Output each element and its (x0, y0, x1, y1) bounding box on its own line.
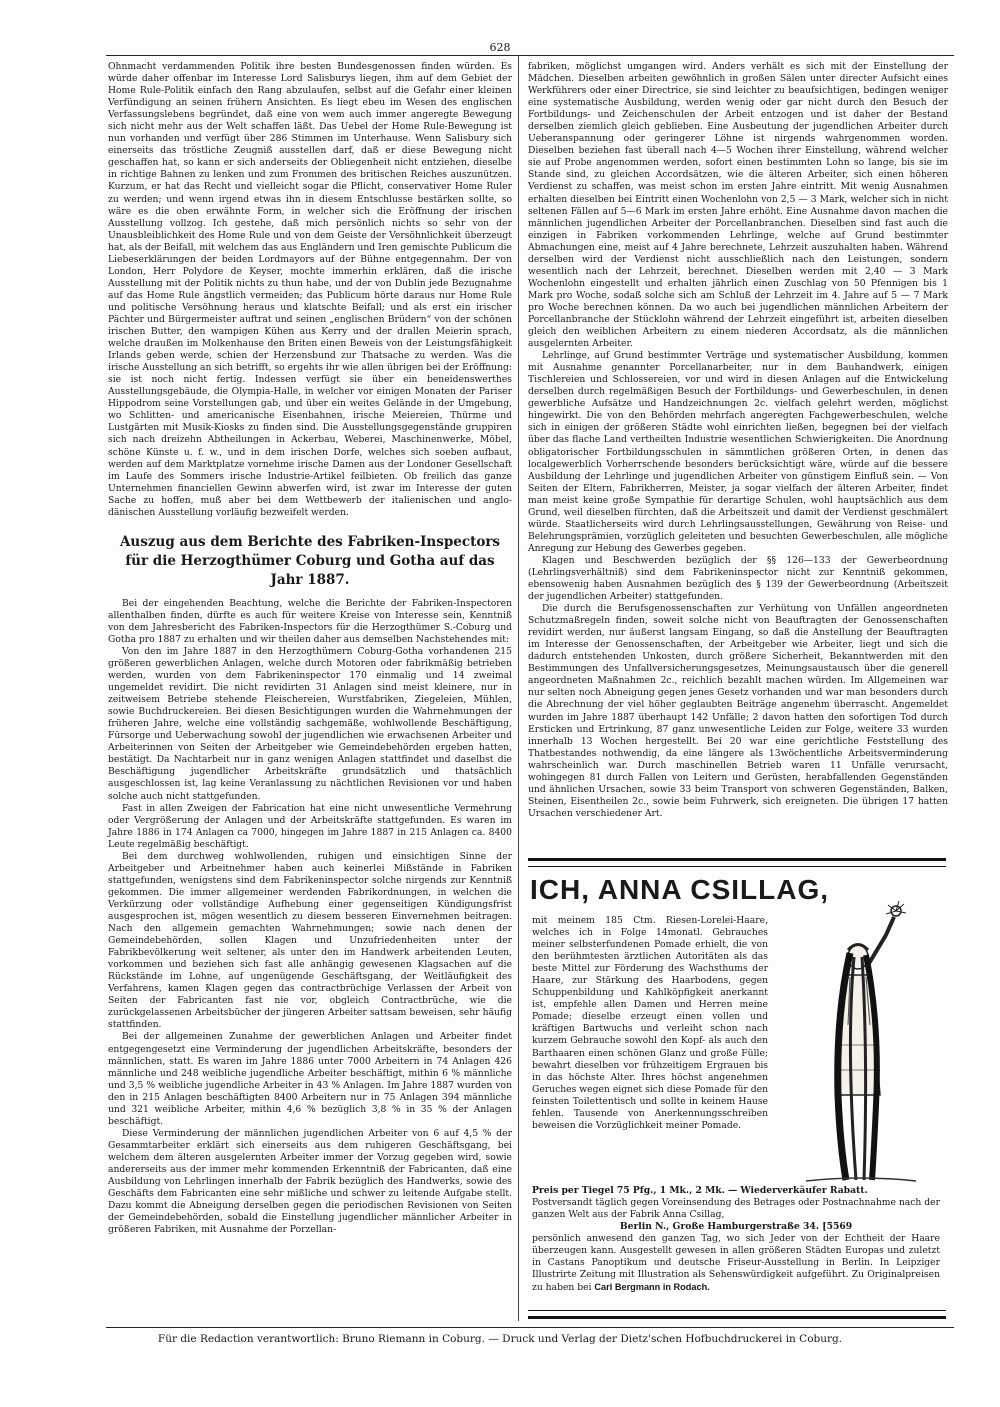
ad-address (532, 1221, 940, 1233)
ad-shipping-text: Postversandt täglich gegen Voreinsendung des Betrages oder Postnachnahme nach der ganzen Welt aus der Fabrik Anna Csillag, (532, 1197, 940, 1221)
article-paragraph: Bei der allgemeinen Zunahme der gewerblichen Anlagen und Arbeiter findet entgegengesetzt eine Verminderung der jugendlichen Arbeitskräfte, besonders der männlichen, statt. Es waren im Jahre 1886 unter 7000 Arbeitern in 74 Anlagen 426 männliche und 248 weibliche jugendliche Arbeiter beschäftigt, mithin 6 % männliche und 3,5 % weibliche jugendliche Arbeiter in 43 % Anlagen. Im Jahre 1887 wurden von den in 215 Anlagen beschäftigten 8400 Arbeitern nur in 75 Anlagen 394 männliche und 321 weibliche Arbeiter, mithin 4,6 % bezüglich 3,8 % in 35 % der Anlagen beschäftigt. (108, 1031, 512, 1127)
ad-lower-text (532, 1185, 940, 1294)
article-paragraph: Diese Verminderung der männlichen jugendlichen Arbeiter von 6 auf 4,5 % der Gesammtarbeiter erklärt sich einerseits aus dem ruhigeren Geschäftsgang, bei welchem dem älteren ausgelernten Arbeiter immer der Vorzug gegeben wird, sowie andererseits aus der immer mehr kommenden Erkenntniß der Fabricanten, daß eine Ausbildung von Lehrlingen innerhalb der Fabrik bezüglich des Handwerks, sowie des Geschäfts dem Fabricanten eine sehr mißliche und schwer zu leitende Aufgabe stellt. Dazu kommt die Abneigung derselben gegen die periodischen Revisionen von Seiten der Gemeindebehörden, sobald die Einstellung jugendlicher männlicher Arbeiter in größeren Fabriken, mit Ausnahme der Porzellan- (108, 1127, 512, 1236)
ad-closing-text (532, 1233, 940, 1294)
ad-headline: ICH, ANNA CSILLAG, (530, 874, 830, 905)
right-column (528, 61, 948, 820)
article-paragraph: Klagen und Beschwerden bezüglich der §§ 126—133 der Gewerbeordnung (Lehrlingsverhältniß) sind dem Fabrikeninspector nicht zur Kenntniß gekommen, ebensowenig haben Ausnahmen bezüglich des § 139 der Gewerbeordnung (Arbeitszeit der jugendlichen Arbeiter) stattgefunden. (528, 554, 948, 603)
article-paragraph: Ohnmacht verdammenden Politik ihre besten Bundesgenossen finden würden. Es würde daher offenbar im Interesse Lord Salisburys liegen, ihm auf dem Gebiet der Home Rule-Politik einfach den Rang abzulaufen, selbst auf die Gefahr einer kleinen Verfündigung an seinen frühern Ansichten. Es liegt ebeu im Wesen des englischen Verfassungslebens begründet, daß eine von wem auch immer angeregte Bewegung sich nicht mehr aus der Welt schaffen läßt. Das Uebel der Home Rule-Bewegung ist nun vorhanden und verfügt über 286 Stimmen im Unterhause. Wenn Salisbury sich einerseits das tröstliche Zeugniß ausstellen darf, daß er diese Bewegung nicht geschaffen hat, so kann er sich anderseits der Obliegenheit nicht entziehen, dieselbe in richtige Bahnen zu lenken und zum Frommen des britischen Reiches auszunützen. Kurzum, er hat das Recht und vielleicht sogar die Pflicht, conservativer Home Ruler zu werden; und wenn irgend etwas ihn in diesem Entschlusse bestärken sollte, so wäre es die oben erwähnte Form, in welcher sich die Eröffnung der irischen Ausstellung vollzog. Ich gestehe, daß mich persönlich nichts so sehr von der Unausbleiblichkeit des Home Rule und von dem Geiste der Versöhnlichkeit überzeugt hat, als der Beifall, mit welchem das aus Engländern und Iren gemischte Publicum die Liebeserklärungen der beiden Lordmayors auf der Bühne entgegennahm. Der von London, Herr Polydore de Keyser, mochte immerhin erklären, daß die irische Ausstellung mit der Politik nichts zu thun habe, und der von Dublin jede Bezugnahme auf das Home Rule ängstlich vermeiden; das Publicum hörte daraus nur Home Rule und politische Versöhnung heraus und klatschte Beifall; und als erst ein irischer Pächter und Bürgermeister auftrat und seinen „englischen Brüdern“ von der schönen irischen Butter, den wampigen Kühen aus Kerry und der drallen Meierin sprach, welche draußen im Molkenhause den Briten einen Beweis von der Leistungsfähigkeit Irlands geben werde, schien der Herzensbund zur Thatsache zu werden. Was die irische Ausstellung an sich betrifft, so ergehts ihr wie allen übrigen bei der Eröffnung: sie ist noch nicht fertig. Indessen verfügt sie über ein beneidenswerthes Ausstellungsgebäude, die Olympia-Halle, in welcher vor einigen Monaten der Pariser Hippodrom seine Vorstellungen gab, und über ein weites Gelände in der Umgebung, wo Schlitten- und americanische Eisenbahnen, irische Meiereien, Thürme und Lustgärten mit Musik-Kiosks zu finden sind. Die Ausstellungsgegenstände gruppiren sich nach dreizehn Abtheilungen in Ackerbau, Weberei, Maschinenwerke, Möbel, schöne Künste u. f. w., und in dem irischen Dorfe, welches sich soeben aufbaut, werden auf dem Marktplatze vornehme irische Damen aus der Londoner Gesellschaft im Laufe des Sommers irische Industrie-Artikel feilbieten. Ob freilich das ganze Unternehmen financiellen Gewinn abwerfen wird, ist zwar im Interesse der guten Sache zu hoffen, muß aber bei dem Wettbewerb der italienischen und anglo-dänischen Ausstellung vorläufig bezweifelt werden. (108, 61, 512, 518)
page-number: 628 (489, 41, 511, 54)
header-rule (106, 55, 954, 56)
article-paragraph: Bei dem durchweg wohlwollenden, ruhigen und einsichtigen Sinne der Arbeitgeber und Arbeitnehmer haben auch keinerlei Mißstände in Fabriken stattgefunden, wenigstens sind dem Fabrikeninspector solche nirgends zur Kenntniß gekommen. Die immer allgemeiner werdenden Fabrikordnungen, in welchen die Verkürzung oder vollständige Aufhebung einer gegenseitigen Kündigungsfrist ausgesprochen ist, mögen wesentlich zu diesem besseren Einvernehmen beitragen. Nach den allgemein gemachten Wahrnehmungen; sowie nach denen der Gemeindebehörden, sollen Klagen und Unzufriedenheiten unter der Fabrikbevölkerung weit seltener, als unter den im Handwerk arbeitenden Leuten, vorkommen und beziehen sich fast alle anhängig gewesenen Klagsachen auf die Rückstände im Lohne, auf ungenügende Geschäftsgang, der Weitläufigkeit des Verfahrens, kamen Klagen gegen das contractbrüchige Verlassen der Arbeit von Seiten der Fabricanten fast nie vor, obgleich Contractbrüche, wie die zurückgelassenen Arbeitsbücher der jüngeren Arbeiter sattsam beweisen, sehr häufig stattfinden. (108, 850, 512, 1031)
ad-dealer: Carl Bergmann in Rodach. (594, 1282, 710, 1293)
ad-price-line: Preis per Tiegel 75 Pfg., 1 Mk., 2 Mk. — Wiederverkäufer Rabatt. (532, 1185, 868, 1196)
ad-body (532, 915, 768, 1132)
article-paragraph: Bei der eingehenden Beachtung, welche die Berichte der Fabriken-Inspectoren allenthalben finden, dürfte es auch für weitere Kreise von Interesse sein, Kenntniß von dem Jahresbericht des Fabriken-Inspectors für die Herzogthümer S.-Coburg und Gotha pro 1887 zu erhalten und wir theilen daher aus demselben Nachstehendes mit: (108, 597, 512, 645)
article-paragraph: fabriken, möglichst umgangen wird. Anders verhält es sich mit der Einstellung der Mädchen. Dieselben arbeiten gewöhnlich in großen Sälen unter directer Aufsicht eines Werkführers oder einer Directrice, sie sind leichter zu beaufsichtigen, bedingen weniger eine systematische Ausbildung, werden wenig oder gar nicht durch den Besuch der Fortbildungs- und Zeichenschulen der Arbeit entzogen und ist daher der Bestand derselben ziemlich gleich geblieben. Eine Ausbeutung der jugendlichen Arbeiter durch Ueberanspannung oder geringerer Löhne ist nirgends wahrgenommen worden. Dieselben beziehen fast überall nach 4—5 Wochen ihrer Einstellung, während welcher sie auf Probe angenommen werden, sofort einen bestimmten Lohn so lange, bis sie im Stande sind, zu gleichen Accordsätzen, wie die älteren Arbeiter, sich einen höheren Verdienst zu schaffen, was meist schon im ersten Jahre eintritt. Mit wenig Ausnahmen erhalten dieselben bei Eintritt einen Wochenlohn von 2,5 — 3 Mark, welcher sich in nicht seltenen Fällen auf 5—6 Mark im ersten Jahre erhöht. Eine Ausnahme davon machen die männlichen jugendlichen Arbeiter der Porcellanbranchen. Dieselben sind fast auch die einzigen in Fabriken vorkommenden Lehrlinge, welche auf Grund bestimmter Abmachungen eine, meist auf 4 Jahre berechnete, Lehrzeit auszuhalten haben. Während derselben wird der Verdienst nicht ausschließlich nach den Leistungen, sondern wesentlich nach der Lehrzeit, berechnet. Dieselben werden mit 2,40 — 3 Mark Wochenlohn eingestellt und erhalten jährlich einen Zuschlag von 50 Pfennigen bis 1 Mark pro Woche, sodaß solche sich am Schluß der Lehrzeit im 4. Jahre auf 5 — 7 Mark pro Woche berechnen können. Da wo auch bei jugendlichen männlichen Arbeitern der Porcellanbranche der Stücklohn während der Lehrzeit eingeführt ist, arbeiten dieselben gleich den weiblichen Arbeitern zu einem niederen Accordsatz, als die männlichen ausgelernten Arbeiter. (528, 61, 948, 350)
article-paragraph: Fast in allen Zweigen der Fabrication hat eine nicht unwesentliche Vermehrung oder Vergrößerung der Anlagen und der Arbeitskräfte stattgefunden. Es waren im Jahre 1886 in 174 Anlagen ca 7000, hingegen im Jahre 1887 in 215 Anlagen ca. 8400 Leute regelmäßig beschäftigt. (108, 802, 512, 850)
left-column (108, 61, 512, 1236)
article-paragraph: Die durch die Berufsgenossenschaften zur Verhütung von Unfällen angeordneten Schutzmaßregeln finden, soweit solche nicht von Beauftragten der Genossenschaften revidirt werden, nur äußerst langsam Eingang, so daß die Anstellung der Beauftragten im Interesse der Genossenschaften, der Arbeitgeber wie Arbeiter, liegt und sich die dadurch entstehenden Unkosten, durch größere Sicherheit, Bekanntwerden mit den Bestimmungen des Unfallversicherungsgesetzes, Meinungsaustausch über die generell angeordneten Maßnahmen 2c., reichlich bezahlt machen würden. Im Allgemeinen war nur selten noch Abneigung gegen jenes Gesetz vorhanden und war man besonders durch die Abrechnung der viel höher geglaubten Beiträge angenehm überrascht. Angemeldet wurden im Jahre 1887 überhaupt 142 Unfälle; 2 davon hatten den sofortigen Tod durch Ersticken und Ertrinkung, 87 ganz unwesentliche Leiden zur Folge, weitere 33 wurden innerhalb 13 Wochen hergestellt. Bei 20 war eine gerichtliche Feststellung des Thatbestandes nothwendig, da eine längere als 13wöchentliche Arbeitsverminderung wahrscheinlich war. Durch maschinellen Betrieb waren 11 Unfälle verursacht, wohingegen 81 durch Fallen von Leitern und Gerüsten, herabfallenden Gegenständen und ähnlichen Ursachen, sowie 33 beim Transport von schweren Gegenständen, Balken, Steinen, Eisentheilen 2c., sowie beim Fuhrwerk, sich ereigneten. Die übrigen 17 hatten Ursachen verschiedener Art. (528, 603, 948, 819)
article-paragraph: Von den im Jahre 1887 in den Herzogthümern Coburg-Gotha vorhandenen 215 größeren gewerblichen Anlagen, welche durch Motoren oder fabrikmäßig betrieben werden, wurden von dem Fabrikeninspector 170 einmalig und 14 zweimal ungemeldet revidirt. Die nicht revidirten 31 Anlagen sind meist kleinere, nur in zeitweisem Betriebe stehende Fleischereien, Wurstfabriken, Ziegeleien, Mühlen, sowie Buchdruckereien. Bei diesen Besichtigungen wurden die Wahrnehmungen der früheren Jahre, welche eine vollständig sachgemäße, wohlwollende Beschäftigung, Fürsorge und Ueberwachung sowohl der jugendlichen wie erwachsenen Arbeiter und Arbeiterinnen von Seiten der Arbeitgeber wie Gemeindebehörden ergeben hatten, bestätigt. Da Nachtarbeit nur in ganz wenigen Anlagen stattfindet und daselbst die Beschäftigung jugendlicher Arbeitskräfte grundsätzlich und thatsächlich ausgeschlossen ist, lag keine Veranlassung zu nächtlichen Revisionen vor und haben solche auch nicht stattgefunden. (108, 645, 512, 802)
column-divider (518, 56, 519, 1321)
report-heading: Auszug aus dem Berichte des Fabriken-Inspectors für die Herzogthümer Coburg und Gotha auf das Jahr 1887. (119, 533, 501, 588)
ad-body-text: mit meinem 185 Ctm. Riesen-Lorelei-Haare, welches ich in Folge 14monatl. Gebrauches meiner selbsterfundenen Pomade erhielt, die von den berühmtesten ärztlichen Autoritäten als das beste Mittel zur Förderung des Wachsthums der Haare, zur Stärkung des Haarbodens, gegen Schuppenbildung und Kahlköpfigkeit anerkannt ist, empfehle allen Damen und Herren meine Pomade; dieselbe erzeugt einen vollen und kräftigen Bartwuchs und verleiht schon nach kurzem Gebrauche sowohl den Kopf- als auch den Barthaaren einen schönen Glanz und große Fülle; bewahrt dieselben vor frühzeitigem Ergrauen bis in das höchste Alter. Ihres höchst angenehmen Geruches wegen eignet sich diese Pomade für den feinsten Toilettentisch und sollte in keinem Hause fehlen. Tausende von Anerkennungsschreiben beweisen die Vorzüglichkeit meiner Pomade. (532, 915, 768, 1131)
article-paragraph: Lehrlinge, auf Grund bestimmter Verträge und systematischer Ausbildung, kommen mit Ausnahme genannter Porcellanarbeiter, nur in dem Bauhandwerk, einigen Tischlereien und Schlossereien, vor und wird in diesen Anlagen auf die Entwickelung derselben durch regelmäßigen Besuch der Fortbildungs- und Gewerbeschulen, in denen gewerbliche Aufsätze und Handzeichnungen 2c. vielfach gelehrt werden, möglichst hingewirkt. Die von den Behörden mehrfach angeregten Fachgewerbeschulen, welche sich in einigen der größeren Städte wohl einrichten ließen, begegnen bei der vielfach über das flache Land vertheilten Industrie wesentlichen Schwierigkeiten. Die Anordnung obligatorischer Fortbildungsschulen in sämmtlichen größeren Orten, in denen das localgewerblich Vorherrschende besonders berücksichtigt wäre, würde auf die bessere Ausbildung der Lehrlinge und jugendlichen Arbeiter von günstigem Einfluß sein. — Von Seiten der Eltern, Fabrikherren, Meister, ja sogar vielfach der älteren Arbeiter, findet man meist keine große Sympathie für derartige Schulen, wohl hauptsächlich aus dem Grund, weil dieselben fürchten, daß die Arbeitszeit und damit der Verdienst geschmälert würde. Staatlicherseits wird durch Lehrlingsausstellungen, Gewährung von Reise- und Belehrungsprämien, vorzüglich geleiteten und besuchten Gewerbeschulen, alle mögliche Anregung zur Hebung des Gewerbes gegeben. (528, 350, 948, 554)
ad-number: [5569 (822, 1221, 853, 1233)
ad-closing: persönlich anwesend den ganzen Tag, wo sich Jeder von der Echtheit der Haare überzeugen kann. Ausgestellt gewesen in allen größeren Städten Europas und zuletzt in Castans Panoptikum und deutsche Friseur-Ausstellung in Berlin. In Leipziger Illustrirte Zeitung mit Illustration als Sehenswürdigkeit aufgeführt. Zu Originalpreisen zu haben bei (532, 1233, 940, 1294)
ad-inner-frame (528, 866, 946, 1311)
long-haired-woman-illustration-icon (776, 895, 944, 1185)
imprint-footer: Für die Redaction verantwortlich: Bruno Riemann in Coburg. — Druck und Verlag der Dietz'schen Hofbuchdruckerei in Coburg. (157, 1333, 843, 1345)
hair-pomade-advertisement (528, 858, 946, 1319)
ad-address-text: Berlin N., Große Hamburgerstraße 34. (619, 1221, 820, 1233)
footer-rule (106, 1327, 954, 1328)
